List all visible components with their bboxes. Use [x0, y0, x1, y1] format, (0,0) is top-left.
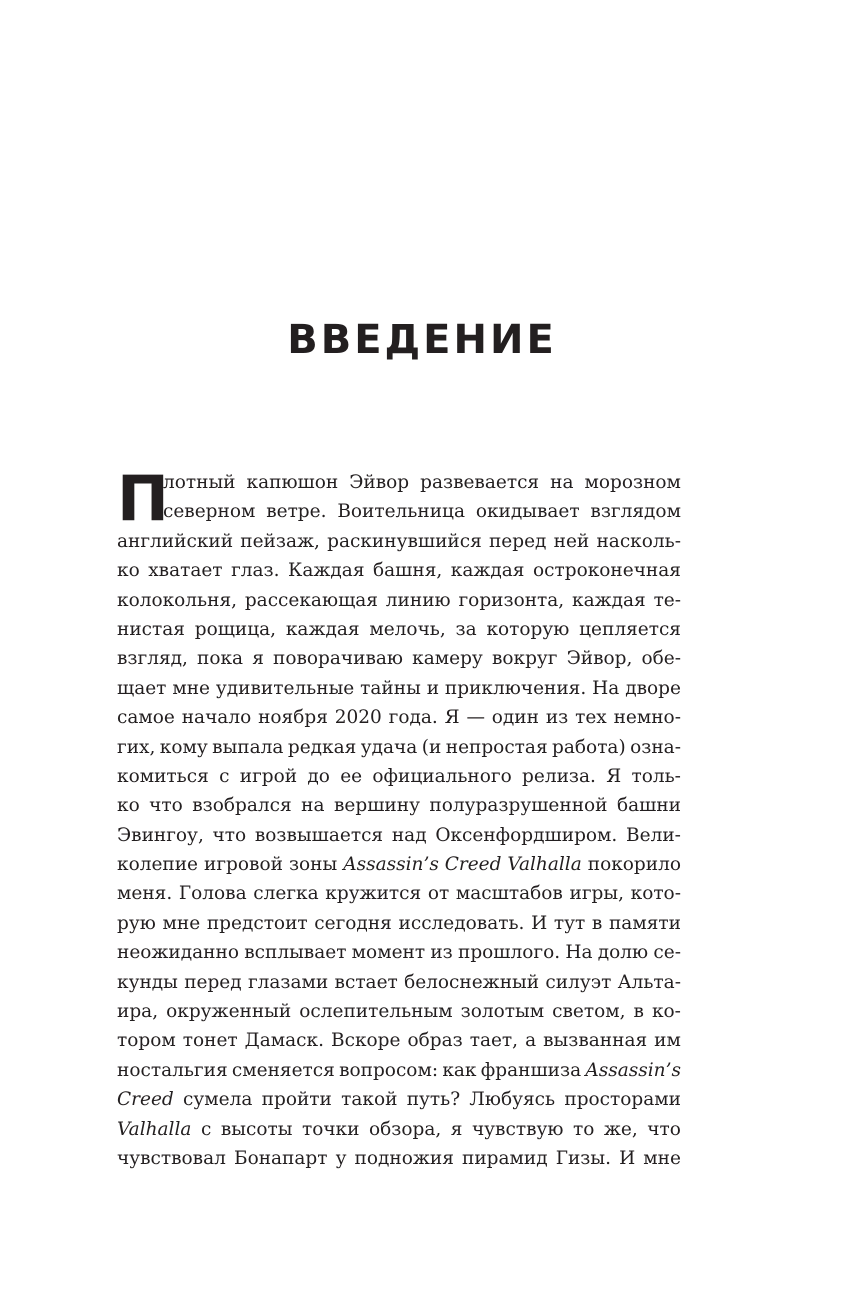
body-text: [117, 462, 681, 1173]
text-line: [117, 968, 681, 997]
text-line: [117, 1144, 681, 1173]
text-word: тайны: [360, 677, 421, 699]
text-word: пирамид: [461, 1147, 548, 1169]
text-lines: [117, 462, 681, 1173]
text-line: [117, 556, 681, 585]
text-word: выпала: [212, 736, 284, 758]
text-word: официального: [372, 765, 512, 787]
text-line: [117, 791, 681, 820]
text-word: каждая: [572, 589, 646, 611]
text-word: тором: [117, 1030, 176, 1052]
text-word: взглядом: [590, 501, 681, 523]
text-word: неожиданно: [117, 942, 239, 964]
text-word: Каждая: [288, 560, 365, 582]
text-word: на: [301, 795, 325, 817]
text-word: обзора,: [368, 1118, 442, 1140]
text-word: и: [426, 677, 440, 699]
text-word: колепие: [117, 854, 199, 876]
text-word: немно-: [613, 707, 681, 729]
text-word: На: [565, 942, 593, 964]
text-word: франшиза: [480, 1059, 582, 1081]
text-word: цепляется: [579, 618, 681, 640]
text-word: подножия: [354, 1147, 454, 1169]
text-word: щает: [117, 677, 167, 699]
text-line: [117, 586, 681, 615]
text-word: комиться: [117, 765, 209, 787]
text-word: Воительница: [337, 501, 465, 523]
text-word: те-: [653, 589, 681, 611]
text-word: морозном: [584, 472, 681, 493]
text-line: [117, 674, 681, 703]
text-word: каждая: [285, 618, 360, 640]
text-word: до: [307, 765, 330, 787]
text-word: игрой: [239, 765, 298, 787]
text-word: в: [591, 912, 603, 934]
text-word: с: [219, 765, 230, 787]
drop-cap: П: [117, 462, 169, 535]
text-word: силуэт: [545, 971, 612, 993]
text-word: а: [525, 1030, 537, 1052]
text-word: над: [391, 824, 427, 846]
text-word: точки: [301, 1118, 360, 1140]
text-word: толь-: [631, 765, 681, 787]
text-word: удивительные: [215, 677, 355, 699]
text-word: башня,: [373, 560, 443, 582]
text-line: [117, 938, 681, 967]
text-word: кунды: [117, 971, 178, 993]
text-word: Вскоре: [330, 1030, 401, 1052]
text-word: капюшон: [246, 472, 339, 493]
text-word: гих,: [117, 736, 156, 758]
text-word: из: [430, 942, 453, 964]
text-word: белоснежный: [404, 971, 540, 993]
text-word: взобрался: [192, 795, 292, 817]
text-word: Assassin’s Creed Valhalla: [343, 854, 582, 876]
text-word: Assassin’s: [585, 1059, 681, 1081]
text-word: рассекающая: [244, 589, 378, 611]
text-word: колокольня,: [117, 589, 237, 611]
text-word: ветре.: [266, 501, 327, 523]
text-word: перед: [184, 971, 242, 993]
text-word: Эйвор: [349, 472, 410, 493]
text-word: кому: [159, 736, 208, 758]
text-word: масштабов: [455, 883, 563, 905]
text-word: непростая: [445, 736, 548, 758]
text-word: Голова: [178, 883, 247, 905]
text-word: за: [455, 618, 477, 640]
text-word: Я: [444, 707, 460, 729]
text-word: в: [633, 1001, 644, 1023]
text-word: Дамаск.: [244, 1030, 324, 1052]
text-word: (и: [421, 736, 442, 758]
text-word: Любуясь: [469, 1089, 556, 1111]
text-word: мне: [172, 677, 210, 699]
text-word: Вели-: [626, 824, 681, 846]
text-word: перед: [488, 530, 547, 552]
text-word: всплывает: [244, 942, 347, 964]
text-word: Бонапарт: [233, 1147, 328, 1169]
text-word: насколь-: [596, 530, 681, 552]
text-word: на: [550, 472, 574, 493]
text-word: с: [200, 1118, 212, 1140]
text-word: рощица,: [194, 618, 277, 640]
text-word: И: [619, 1147, 636, 1169]
text-word: светом,: [552, 1001, 626, 1023]
text-word: поворачиваю: [273, 648, 404, 670]
text-word: сумела: [183, 1089, 253, 1111]
text-word: мне: [162, 912, 201, 934]
text-word: удача: [360, 736, 418, 758]
text-word: кружится: [325, 883, 422, 905]
text-line: [117, 615, 681, 644]
text-word: остроконечная: [533, 560, 681, 582]
text-word: тех: [575, 707, 607, 729]
text-line: [117, 703, 681, 732]
text-line: [117, 1026, 681, 1055]
text-word: приключения.: [444, 677, 587, 699]
text-word: ней: [553, 530, 590, 552]
text-word: я: [252, 648, 264, 670]
text-line: [117, 850, 681, 879]
text-word: окидывает: [475, 501, 580, 523]
text-word: встает: [334, 971, 398, 993]
text-word: слегка: [253, 883, 319, 905]
text-line: [117, 644, 681, 673]
text-word: редкая: [287, 736, 357, 758]
chapter-title: ВВЕДЕНИЕ: [287, 317, 557, 363]
text-word: что: [212, 824, 247, 846]
text-word: раскинувшийся: [327, 530, 482, 552]
text-word: тает,: [469, 1030, 519, 1052]
text-word: озна-: [630, 736, 681, 758]
text-word: —: [466, 707, 485, 729]
text-word: вопросом:: [339, 1059, 439, 1081]
text-word: полуразрушенной: [429, 795, 608, 817]
text-word: окруженный: [166, 1001, 292, 1023]
text-line: [117, 997, 681, 1026]
text-line: [117, 468, 681, 497]
text-word: момент: [351, 942, 426, 964]
text-word: башни: [616, 795, 681, 817]
text-word: горизонта,: [458, 589, 565, 611]
text-word: развевается: [420, 472, 540, 493]
text-word: исследовать.: [398, 912, 525, 934]
text-word: пройти: [261, 1089, 332, 1111]
text-word: покорило: [587, 854, 681, 876]
text-word: ностальгия: [117, 1059, 228, 1081]
text-word: взгляд,: [117, 648, 188, 670]
text-word: чувствовал: [117, 1147, 226, 1169]
text-word: же,: [603, 1118, 638, 1140]
text-line: [117, 733, 681, 762]
text-word: тонет: [182, 1030, 238, 1052]
text-word: ее: [340, 765, 363, 787]
text-word: Гизы.: [555, 1147, 611, 1169]
text-word: вершину: [334, 795, 420, 817]
text-word: ко: [117, 560, 140, 582]
text-word: высоты: [220, 1118, 293, 1140]
text-word: что: [647, 1118, 681, 1140]
text-word: глазами: [247, 971, 329, 993]
text-line: [117, 1115, 681, 1144]
text-word: игры,: [569, 883, 624, 905]
text-line: [117, 821, 681, 850]
text-word: Альта-: [617, 971, 681, 993]
text-word: я: [450, 1118, 463, 1140]
text-word: самое: [117, 707, 175, 729]
text-word: игровой: [204, 854, 283, 876]
text-word: 2020: [334, 707, 382, 729]
text-word: такой: [341, 1089, 398, 1111]
text-word: долю: [597, 942, 649, 964]
text-word: путь?: [406, 1089, 461, 1111]
text-line: [117, 527, 681, 556]
text-word: вокруг: [491, 648, 558, 670]
text-word: Эйвор,: [566, 648, 633, 670]
text-word: меня.: [117, 883, 173, 905]
text-word: что: [149, 795, 183, 817]
text-line: [117, 1056, 681, 1085]
text-word: от: [427, 883, 450, 905]
text-word: глаз.: [231, 560, 280, 582]
text-word: зоны: [288, 854, 338, 876]
text-word: обе-: [641, 648, 681, 670]
text-word: лотный: [163, 472, 236, 493]
text-word: им: [654, 1030, 681, 1052]
text-word: каждая: [450, 560, 525, 582]
text-word: пейзаж,: [240, 530, 320, 552]
text-word: то: [573, 1118, 595, 1140]
text-word: Valhalla: [117, 1118, 192, 1140]
text-line: [117, 497, 681, 526]
text-word: камеру: [412, 648, 483, 670]
text-word: вызванная: [543, 1030, 648, 1052]
text-word: у: [335, 1147, 347, 1169]
text-line: [117, 909, 681, 938]
text-word: рую: [117, 912, 156, 934]
text-word: И: [531, 912, 548, 934]
text-word: из: [545, 707, 569, 729]
text-word: английский: [117, 530, 234, 552]
text-word: пока: [197, 648, 244, 670]
text-word: которую: [486, 618, 570, 640]
text-word: сменяется: [231, 1059, 335, 1081]
text-word: ослепительным: [299, 1001, 453, 1023]
text-word: образ: [407, 1030, 463, 1052]
text-word: начало: [181, 707, 252, 729]
text-word: ко-: [651, 1001, 681, 1023]
text-word: памяти: [608, 912, 681, 934]
text-word: Эвингоу,: [117, 824, 204, 846]
text-word: работа): [552, 736, 626, 758]
text-word: предстоит: [206, 912, 308, 934]
text-word: северном: [163, 501, 256, 523]
text-word: золотым: [460, 1001, 545, 1023]
text-word: прошлого.: [458, 942, 561, 964]
text-word: Я: [606, 765, 622, 787]
text-word: года.: [388, 707, 438, 729]
text-word: линию: [385, 589, 451, 611]
text-word: тут: [553, 912, 586, 934]
text-word: ко: [117, 795, 140, 817]
text-word: хватает: [148, 560, 223, 582]
text-line: [117, 879, 681, 908]
text-word: один: [491, 707, 539, 729]
text-line: [117, 1085, 681, 1114]
text-word: релиза.: [522, 765, 596, 787]
text-line: [117, 762, 681, 791]
text-word: как: [442, 1059, 477, 1081]
text-word: кото-: [630, 883, 681, 905]
text-word: нистая: [117, 618, 185, 640]
text-word: просторами: [564, 1089, 681, 1111]
text-word: На: [592, 677, 620, 699]
text-word: мне: [643, 1147, 681, 1169]
text-word: чувствую: [471, 1118, 564, 1140]
text-word: ира,: [117, 1001, 159, 1023]
text-word: Оксенфордширом.: [435, 824, 618, 846]
text-word: ноября: [258, 707, 328, 729]
text-word: се-: [653, 942, 681, 964]
text-word: мелочь,: [369, 618, 446, 640]
text-word: сегодня: [314, 912, 392, 934]
text-word: Creed: [117, 1089, 174, 1111]
text-word: дворе: [625, 677, 681, 699]
text-word: возвышается: [254, 824, 384, 846]
